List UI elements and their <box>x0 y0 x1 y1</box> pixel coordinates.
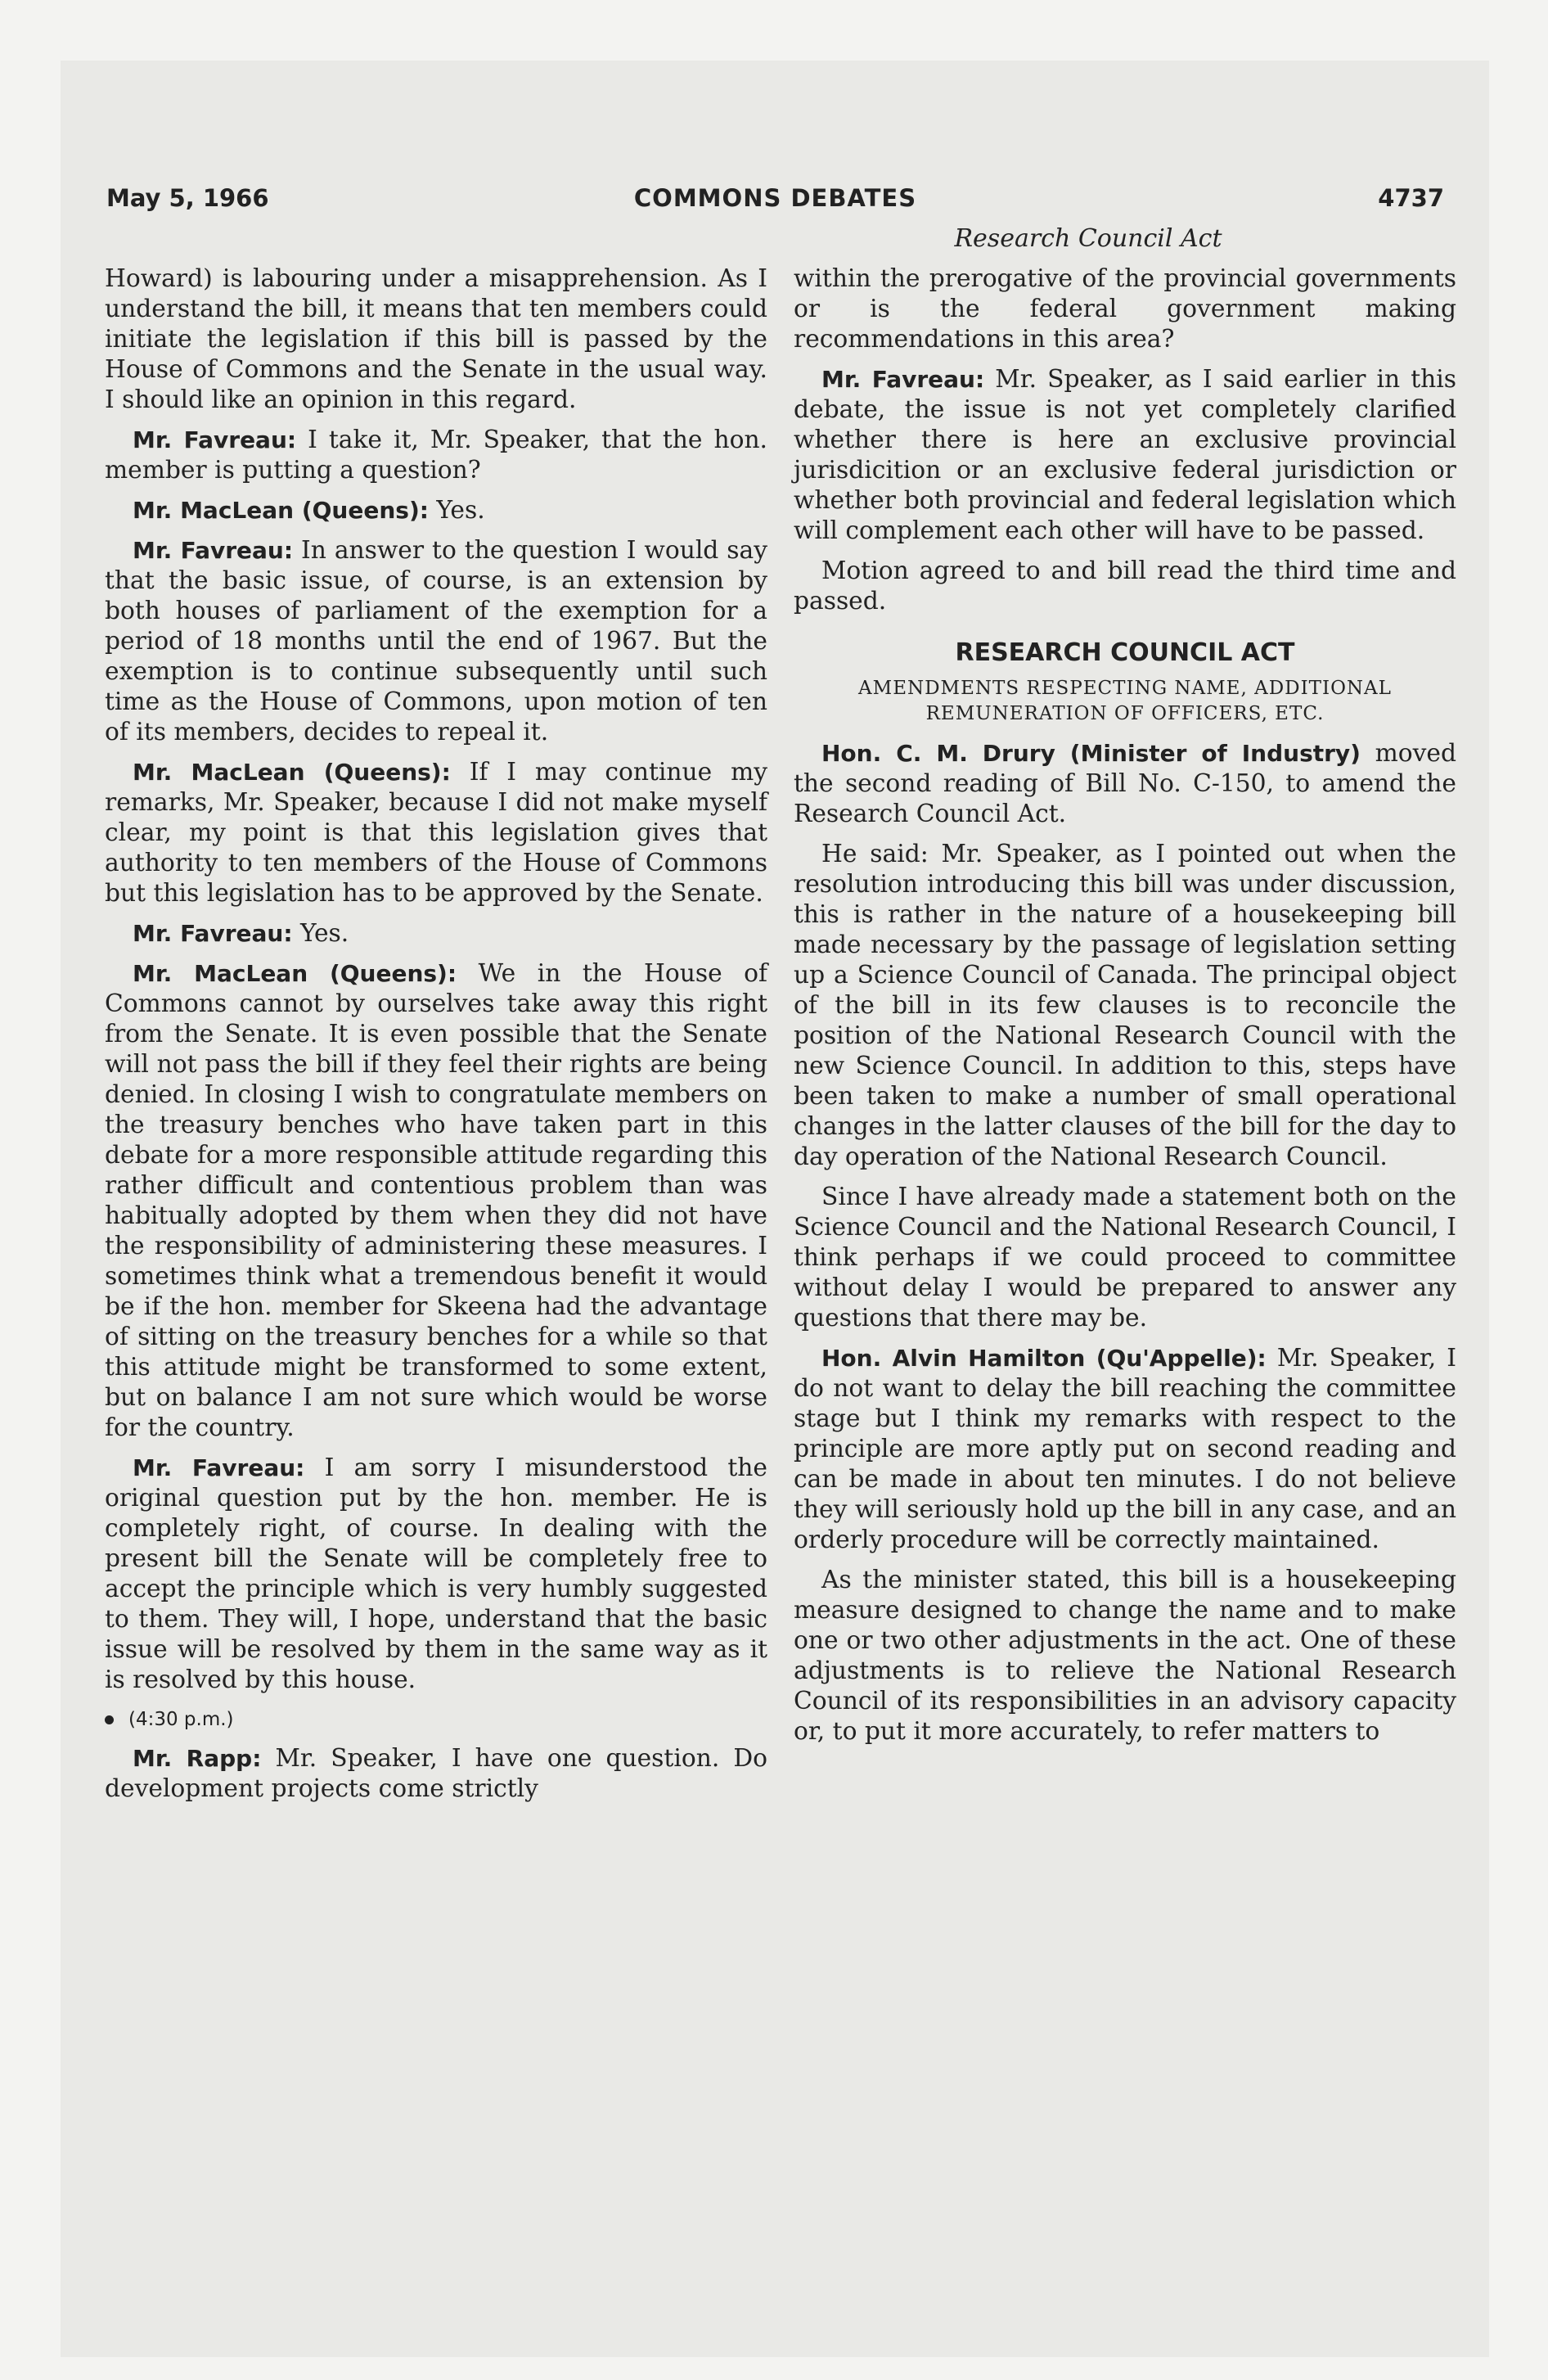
speaker-name: Mr. MacLean (Queens): <box>133 497 429 524</box>
paragraph <box>105 425 767 485</box>
left-column <box>105 264 767 1814</box>
header-date: May 5, 1966 <box>106 184 269 212</box>
speech-text: If I may continue my remarks, Mr. Speaker, because I did not make myself clear, my point is that this legislation gives that authority to ten members of the House of Commons but this legislation has to be approved by the Senate. <box>105 758 768 908</box>
paragraph <box>105 535 767 747</box>
speech-text: moved the second reading of Bill No. C-150, to amend the Research Council Act. <box>794 739 1456 828</box>
paragraph: Since I have already made a statement both on the Science Council and the National Research Council, I think perhaps if we could proceed to committee without delay I would be prepared to answer any questions that there may be. <box>794 1183 1456 1332</box>
paragraph <box>105 1743 767 1804</box>
paragraph <box>105 918 767 949</box>
speaker-name: Mr. Favreau: <box>821 366 985 393</box>
speech-text: I am sorry I misunderstood the original question put by the hon. member. He is completely right, of course. In dealing with the present bill the Senate will be completely free to accept the principle which is very humbly suggested to them. They will, I hope, understand that the basic issue will be resolved by them in the same way as it is resolved by this house. <box>105 1454 767 1694</box>
speech-text: Yes. <box>299 919 349 948</box>
paragraph: Howard) is labouring under a misapprehension. As I understand the bill, it means that ten members could initiate the legislation if this bill is passed by the House of Commons and the Senate in the usual way. I should like an opinion in this regard. <box>105 264 767 414</box>
paragraph <box>105 958 767 1443</box>
speech-text: Mr. Speaker, I have one question. Do development projects come strictly <box>105 1744 768 1803</box>
speech-text: Mr. Speaker, I do not want to delay the bill reaching the committee stage but I think my remarks with respect to the principle are more aptly put on second reading and can be made in about ten minutes. I do not believe they will seriously hold up the bill in any case, and an orderly procedure will be correctly maintained. <box>794 1344 1456 1554</box>
speaker-name: Mr. Favreau: <box>133 920 293 947</box>
right-column <box>794 264 1456 1756</box>
paragraph: within the prerogative of the provincial governments or is the federal government making recommendations in this area? <box>794 264 1456 354</box>
speaker-name: Mr. MacLean (Queens): <box>133 960 457 987</box>
paragraph <box>105 495 767 525</box>
paragraph: Motion agreed to and bill read the third time and passed. <box>794 557 1456 615</box>
time-text: (4:30 p.m.) <box>128 1709 234 1730</box>
paragraph <box>794 738 1456 829</box>
speaker-name: Mr. Favreau: <box>133 537 294 564</box>
running-head: Research Council Act <box>954 224 1222 253</box>
speech-text: In answer to the question I would say that the basic issue, of course, is an extension by both houses of parliament of the exemption for a period of 18 months until the end of 1967. But the exemption is to continue subsequently until such time as the House of Commons, upon motion of ten of its members, decides to repeal it. <box>105 536 767 746</box>
speaker-name: Hon. C. M. Drury (Minister of Industry) <box>821 740 1361 767</box>
paragraph: As the minister stated, this bill is a housekeeping measure designed to change the name and to make one or two other adjustments in the act. One of these adjustments is to relieve the National Research Council of its responsibilities in an advisory capacity or, to put it more accurately, to refer matters to <box>794 1566 1456 1746</box>
page-number: 4737 <box>1378 184 1444 212</box>
speaker-name: Mr. Favreau: <box>133 426 297 453</box>
paragraph <box>105 757 767 908</box>
speaker-name: Mr. Favreau: <box>133 1454 305 1481</box>
page-header <box>106 184 1444 217</box>
speaker-name: Mr. Rapp: <box>133 1745 262 1772</box>
paragraph: He said: Mr. Speaker, as I pointed out when the resolution introducing this bill was under discussion, this is rather in the nature of a housekeeping bill made necessary by the passage of legislation setting up a Science Council of Canada. The principal object of the bill in its few clauses is to reconcile the position of the National Research Council with the new Science Council. In addition to this, steps have been taken to make a number of small operational changes in the latter clauses of the bill for the day to day operation of the National Research Council. <box>794 840 1456 1171</box>
speech-text: We in the House of Commons cannot by ourselves take away this right from the Senate. It is even possible that the Senate will not pass the bill if they feel their rights are being denied. In closing I wish to congratulate members on the treasury benches who have taken part in this debate for a more responsible attitude regarding this rather difficult and contentious problem than was habitually adopted by them when they did not have the responsibility of administering these measures. I sometimes think what a tremendous benefit it would be if the hon. member for Skeena had the advantage of sitting on the treasury benches for a while so that this attitude might be transformed to some extent, but on balance I am not sure which would be worse for the country. <box>105 959 767 1442</box>
speech-text: I take it, Mr. Speaker, that the hon. member is putting a question? <box>105 426 767 485</box>
speaker-name: Mr. MacLean (Queens): <box>133 759 451 786</box>
time-stamp <box>105 1705 767 1735</box>
header-title: COMMONS DEBATES <box>633 184 917 212</box>
speech-text: Yes. <box>436 496 485 525</box>
section-title: RESEARCH COUNCIL ACT <box>955 638 1295 667</box>
bullet-icon <box>105 1715 114 1724</box>
paragraph <box>794 364 1456 546</box>
paragraph <box>794 1343 1456 1555</box>
speaker-name: Hon. Alvin Hamilton (Qu'Appelle): <box>821 1345 1267 1372</box>
section-subtitle: AMENDMENTS RESPECTING NAME, ADDITIONAL REMUNERATION OF OFFICERS, ETC. <box>858 678 1392 724</box>
paragraph <box>105 1453 767 1695</box>
speech-text: Mr. Speaker, as I said earlier in this debate, the issue is not yet completely clarified whether there is here an exclusive provincial jurisdicition or an exclusive federal jurisdiction or whether both provincial and federal legislation which will complement each other will have to be passed. <box>794 365 1456 545</box>
